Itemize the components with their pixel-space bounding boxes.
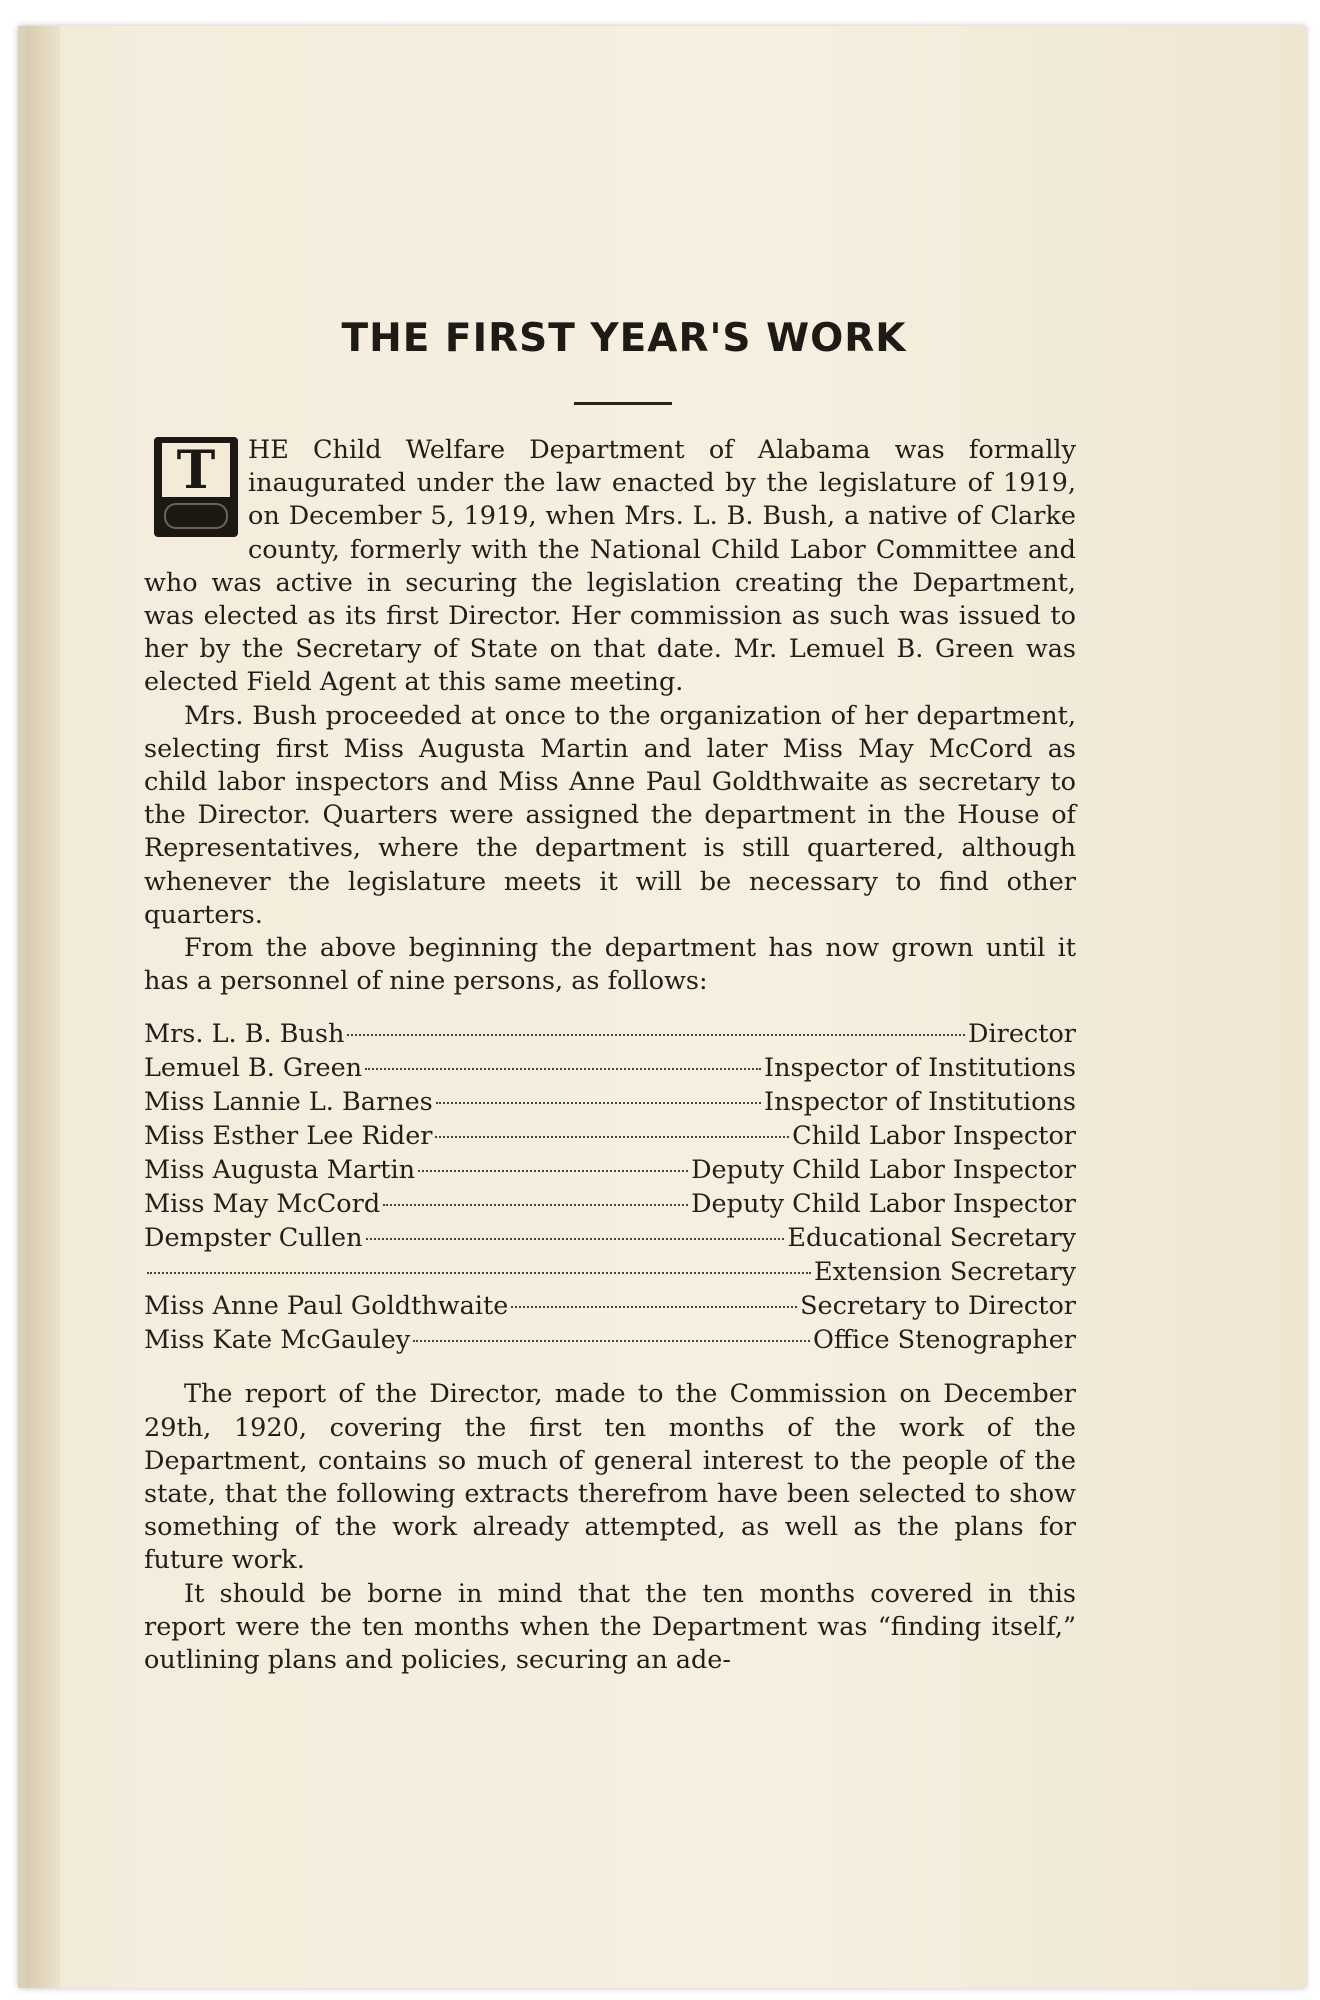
staff-role: Child Labor Inspector xyxy=(792,1121,1076,1152)
staff-name: Miss Anne Paul Goldthwaite xyxy=(144,1291,509,1322)
drop-cap-letter: T xyxy=(162,443,230,497)
drop-cap-ornament xyxy=(154,437,238,537)
paragraph-ten-months: It should be borne in mind that the ten months covered in this report were the ten months when the Department was “finding itself,” outlining plans and policies, securing an ade- xyxy=(144,1578,1076,1676)
page-spine xyxy=(26,26,60,1988)
staff-name: Miss May McCord xyxy=(144,1189,381,1220)
leader-dots xyxy=(436,1102,761,1104)
staff-row xyxy=(144,1188,1076,1222)
leader-dots xyxy=(347,1034,965,1036)
staff-row xyxy=(144,1324,1076,1358)
staff-name: Miss Lannie L. Barnes xyxy=(144,1087,433,1118)
staff-name: Lemuel B. Green xyxy=(144,1053,363,1084)
staff-row xyxy=(144,1052,1076,1086)
staff-row xyxy=(144,1256,1076,1290)
staff-role: Secretary to Director xyxy=(800,1291,1076,1322)
article-body xyxy=(144,434,1076,1677)
staff-row xyxy=(144,1086,1076,1120)
staff-name: Miss Augusta Martin xyxy=(144,1155,416,1186)
staff-role: Deputy Child Labor Inspector xyxy=(691,1155,1076,1186)
paragraph-report: The report of the Director, made to the Commission on December 29th, 1920, covering the first ten months of the work of the Department, contains so much of general interest to the people of the state, that the following extracts therefrom have been selected to show something of the work already attempted, as well as the plans for future work. xyxy=(144,1379,1076,1576)
book-page xyxy=(18,26,1306,1988)
leader-dots xyxy=(147,1272,811,1274)
staff-role: Educational Secretary xyxy=(787,1223,1076,1254)
paragraph-intro: HE Child Welfare Department of Alabama was formally inaugurated under the law enacted by the legislature of 1919, on December 5, 1919, when Mrs. L. B. Bush, a native of Clarke county, formerly with the National Child Labor Committee and who was active in securing the legislation creating the Department, was elected as its first Director. Her commission as such was issued to her by the Secretary of State on that date. Mr. Lemuel B. Green was elected Field Agent at this same meeting. xyxy=(144,435,1076,698)
staff-role: Extension Secretary xyxy=(813,1257,1076,1288)
leader-dots xyxy=(365,1068,761,1070)
paragraph-personnel: From the above beginning the department has now grown until it has a personnel of nine persons, as follows: xyxy=(144,933,1076,997)
staff-role: Director xyxy=(968,1019,1076,1050)
staff-name: Dempster Cullen xyxy=(144,1223,363,1254)
leader-dots xyxy=(383,1204,688,1206)
staff-role: Inspector of Institutions xyxy=(764,1087,1076,1118)
leader-dots xyxy=(413,1340,810,1342)
staff-list xyxy=(144,1018,1076,1358)
staff-row xyxy=(144,1120,1076,1154)
staff-role: Deputy Child Labor Inspector xyxy=(691,1189,1076,1220)
staff-name: Mrs. L. B. Bush xyxy=(144,1019,345,1050)
staff-name: Miss Esther Lee Rider xyxy=(144,1121,433,1152)
leader-dots xyxy=(435,1136,789,1138)
title-rule xyxy=(574,402,672,405)
staff-row xyxy=(144,1018,1076,1052)
staff-role: Office Stenographer xyxy=(813,1325,1076,1356)
paragraph-organization: Mrs. Bush proceeded at once to the organization of her department, selecting first Miss Augusta Martin and later Miss May McCord as child labor inspectors and Miss Anne Paul Goldthwaite as secretary to the Director. Quarters were assigned the department in the House of Representatives, where the department is still quartered, although whenever the legislature meets it will be necessary to find other quarters. xyxy=(144,700,1076,930)
staff-row xyxy=(144,1154,1076,1188)
leader-dots xyxy=(366,1238,785,1240)
staff-role: Inspector of Institutions xyxy=(764,1053,1076,1084)
leader-dots xyxy=(511,1306,797,1308)
leader-dots xyxy=(418,1170,688,1172)
staff-row xyxy=(144,1290,1076,1324)
staff-row xyxy=(144,1222,1076,1256)
ornament-icon xyxy=(164,503,228,529)
staff-name: Miss Kate McGauley xyxy=(144,1325,411,1356)
page-title: THE FIRST YEAR'S WORK xyxy=(341,316,907,361)
